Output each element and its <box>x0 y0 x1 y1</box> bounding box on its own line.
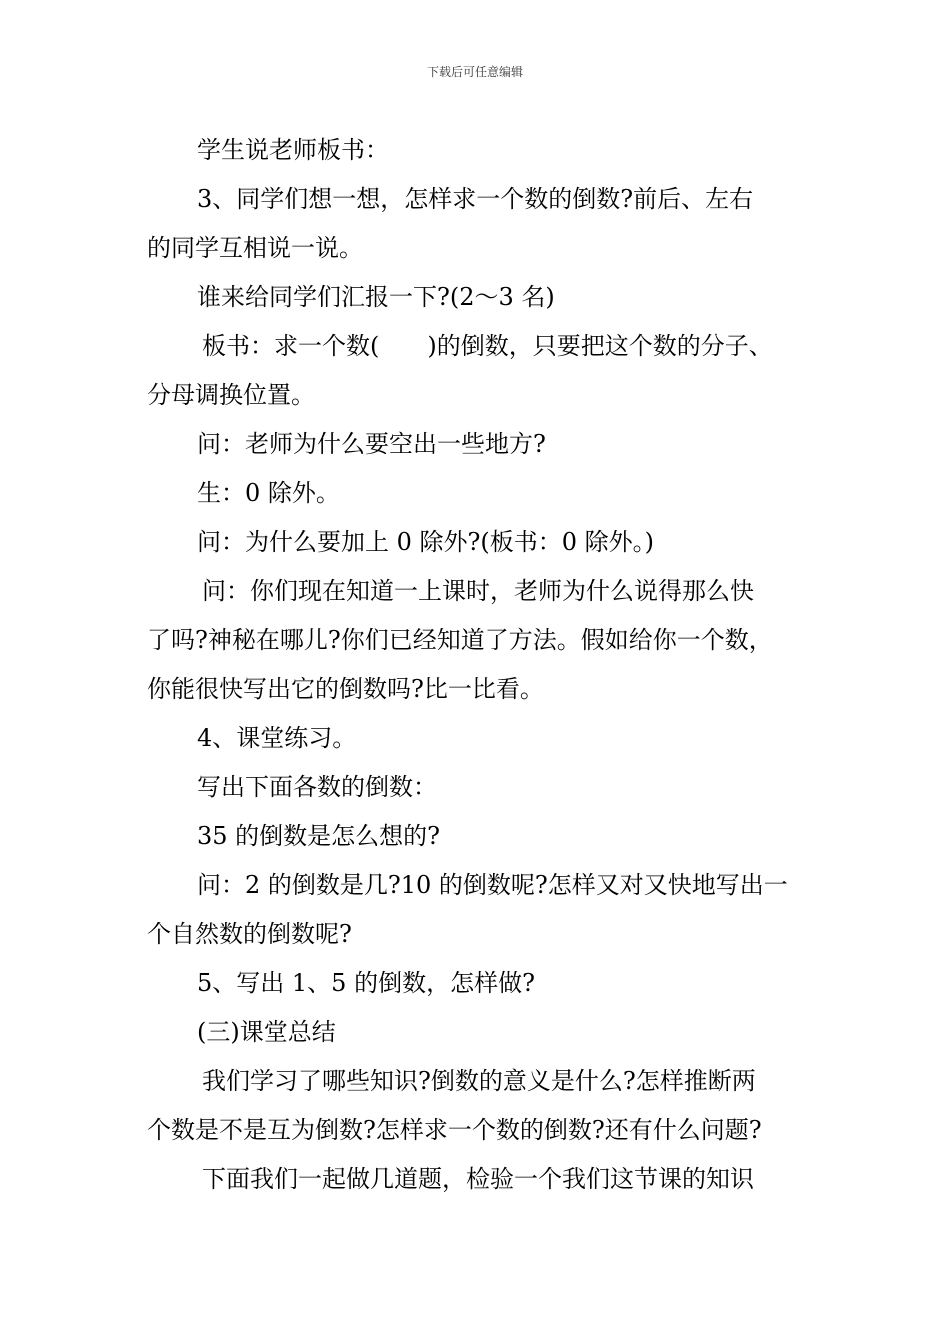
paragraph-line: 板书：求一个数( )的倒数，只要把这个数的分子、 <box>202 332 773 360</box>
document-body <box>147 126 827 1204</box>
paragraph-line: 分母调换位置。 <box>147 381 315 409</box>
paragraph-line: 35 的倒数是怎么想的? <box>197 822 441 850</box>
paragraph-line: (三)课堂总结 <box>197 1018 336 1046</box>
paragraph-line: 问：老师为什么要空出一些地方? <box>197 430 546 458</box>
paragraph-line: 谁来给同学们汇报一下?(2～3 名) <box>197 283 555 311</box>
paragraph-line: 了吗?神秘在哪儿?你们已经知道了方法。假如给你一个数， <box>147 626 773 654</box>
paragraph-line: 学生说老师板书： <box>197 136 389 164</box>
paragraph-line: 4、课堂练习。 <box>197 724 357 752</box>
paragraph-line: 5、写出 1、5 的倒数，怎样做? <box>197 969 535 997</box>
paragraph-line: 下面我们一起做几道题，检验一个我们这节课的知识 <box>202 1165 754 1193</box>
paragraph-line: 生：0 除外。 <box>197 479 340 507</box>
paragraph-line: 我们学习了哪些知识?倒数的意义是什么?怎样推断两 <box>202 1067 756 1095</box>
page-header: 下载后可任意编辑 <box>426 65 523 79</box>
paragraph-line: 的同学互相说一说。 <box>147 234 363 262</box>
paragraph-line: 问：你们现在知道一上课时，老师为什么说得那么快 <box>202 577 754 605</box>
paragraph-line: 个自然数的倒数呢? <box>147 920 352 948</box>
paragraph-line: 问：为什么要加上 0 除外?(板书：0 除外。) <box>197 528 655 556</box>
paragraph-line: 问：2 的倒数是几?10 的倒数呢?怎样又对又快地写出一 <box>197 871 788 899</box>
paragraph-line: 你能很快写出它的倒数吗?比一比看。 <box>147 675 544 703</box>
paragraph-line: 个数是不是互为倒数?怎样求一个数的倒数?还有什么问题? <box>147 1116 762 1144</box>
paragraph-line: 写出下面各数的倒数： <box>197 773 437 801</box>
paragraph-line: 3、同学们想一想，怎样求一个数的倒数?前后、左右 <box>197 185 754 213</box>
